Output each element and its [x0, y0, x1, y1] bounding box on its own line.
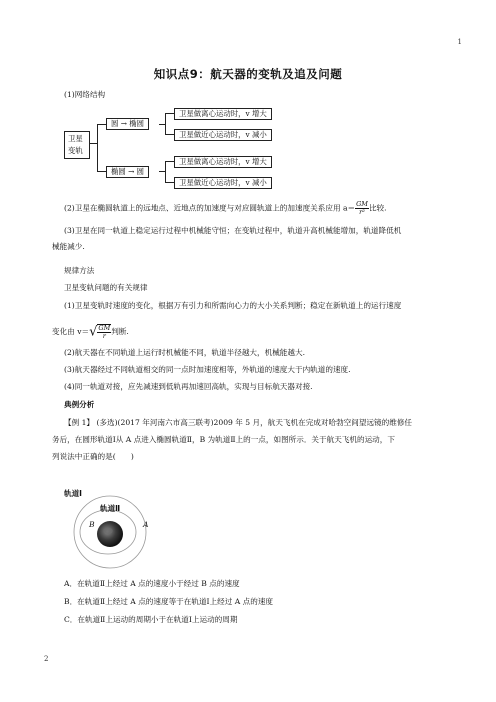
page-number-bottom: 2: [44, 655, 49, 663]
example-1-line2: 务后，在圆形轨道Ⅰ从 A 点进入椭圆轨道Ⅱ，B 为轨道Ⅱ上的一点，如图所示．关于航天飞机的运动，下: [52, 435, 395, 444]
diagram-leaf-a1: 卫星做离心运动时，v 增大: [174, 108, 272, 120]
diagram-branch-ellipse-to-circle: 椭圆 → 圆: [106, 166, 149, 178]
option-b: B．在轨道Ⅱ上经过 A 点的速度等于在轨道Ⅰ上经过 A 点的速度: [64, 597, 274, 606]
example-1-line1: 【例 1】 (多选)(2017 年河南六市高三联考)2009 年 5 月，航天飞机在完成对哈勃空间望远镜的维修任: [64, 418, 413, 427]
rule-3: (3)航天器经过不同轨道相交的同一点时加速度相等，外轨道的速度大于内轨道的速度.: [64, 365, 351, 374]
diagram-root: 卫星变轨: [64, 131, 90, 159]
paragraph-3-line2: 械能减少.: [52, 242, 85, 251]
figure-label-orbit-1: 轨道Ⅰ: [64, 489, 83, 498]
diagram-leaf-a2: 卫星做近心运动时，v 减小: [174, 129, 272, 141]
rule-2: (2)航天器在不同轨道上运行时机械能不同，轨道半径越大，机械能越大.: [64, 348, 305, 357]
diagram-leaf-b2: 卫星做近心运动时，v 减小: [174, 177, 272, 189]
formula-sqrt-gm-r: $\frac{GM}{r}$: [98, 324, 111, 340]
page-title: 知识点9：航天器的变轨及追及问题: [153, 67, 343, 81]
paragraph-3-line1: (3)卫星在同一轨道上稳定运行过程中机械能守恒；在变轨过程中，轨道升高机械能增加，轨道降低机: [64, 226, 402, 235]
paragraph-2: (2)卫星在椭圆轨道上的远地点、近地点的加速度与对应圆轨道上的加速度关系应用 a＝ $\frac{GM}{\text{r²}}$ 比较.: [64, 200, 387, 216]
figure-point-a: A: [143, 520, 149, 529]
option-a: A．在轨道Ⅱ上经过 A 点的速度小于经过 B 点的速度: [64, 579, 240, 588]
section-network-label: (1)网络结构: [64, 90, 106, 99]
figure-point-b: B: [89, 520, 95, 529]
page-number-top: 1: [457, 38, 462, 46]
diagram-leaf-b1: 卫星做离心运动时，v 增大: [174, 156, 272, 168]
rules-heading: 规律方法: [64, 266, 95, 275]
rule-1-line1: (1)卫星变轨时速度的变化，根据万有引力和所需向心力的大小关系判断；稳定在新轨道上的运行速度: [64, 301, 402, 310]
examples-heading: 典例分析: [64, 400, 95, 409]
option-c: C．在轨道Ⅱ上运动的周期小于在轨道Ⅰ上运动的周期: [64, 615, 238, 624]
rule-4: (4)同一轨道对接，应先减速到低轨再加速回高轨，实现与目标航天器对接.: [64, 382, 313, 391]
rules-subheading: 卫星变轨问题的有关规律: [64, 283, 148, 292]
figure-label-orbit-2: 轨道Ⅱ: [100, 504, 121, 513]
diagram-branch-circle-to-ellipse: 圆 → 椭圆: [106, 118, 149, 130]
example-1-line3: 列说法中正确的是( ): [52, 452, 134, 461]
rule-1-line2: 变化由 v＝√ $\frac{GM}{r}$ 判断.: [52, 324, 129, 340]
formula-gm-r2: $\frac{GM}{\text{r²}}$: [356, 200, 368, 216]
